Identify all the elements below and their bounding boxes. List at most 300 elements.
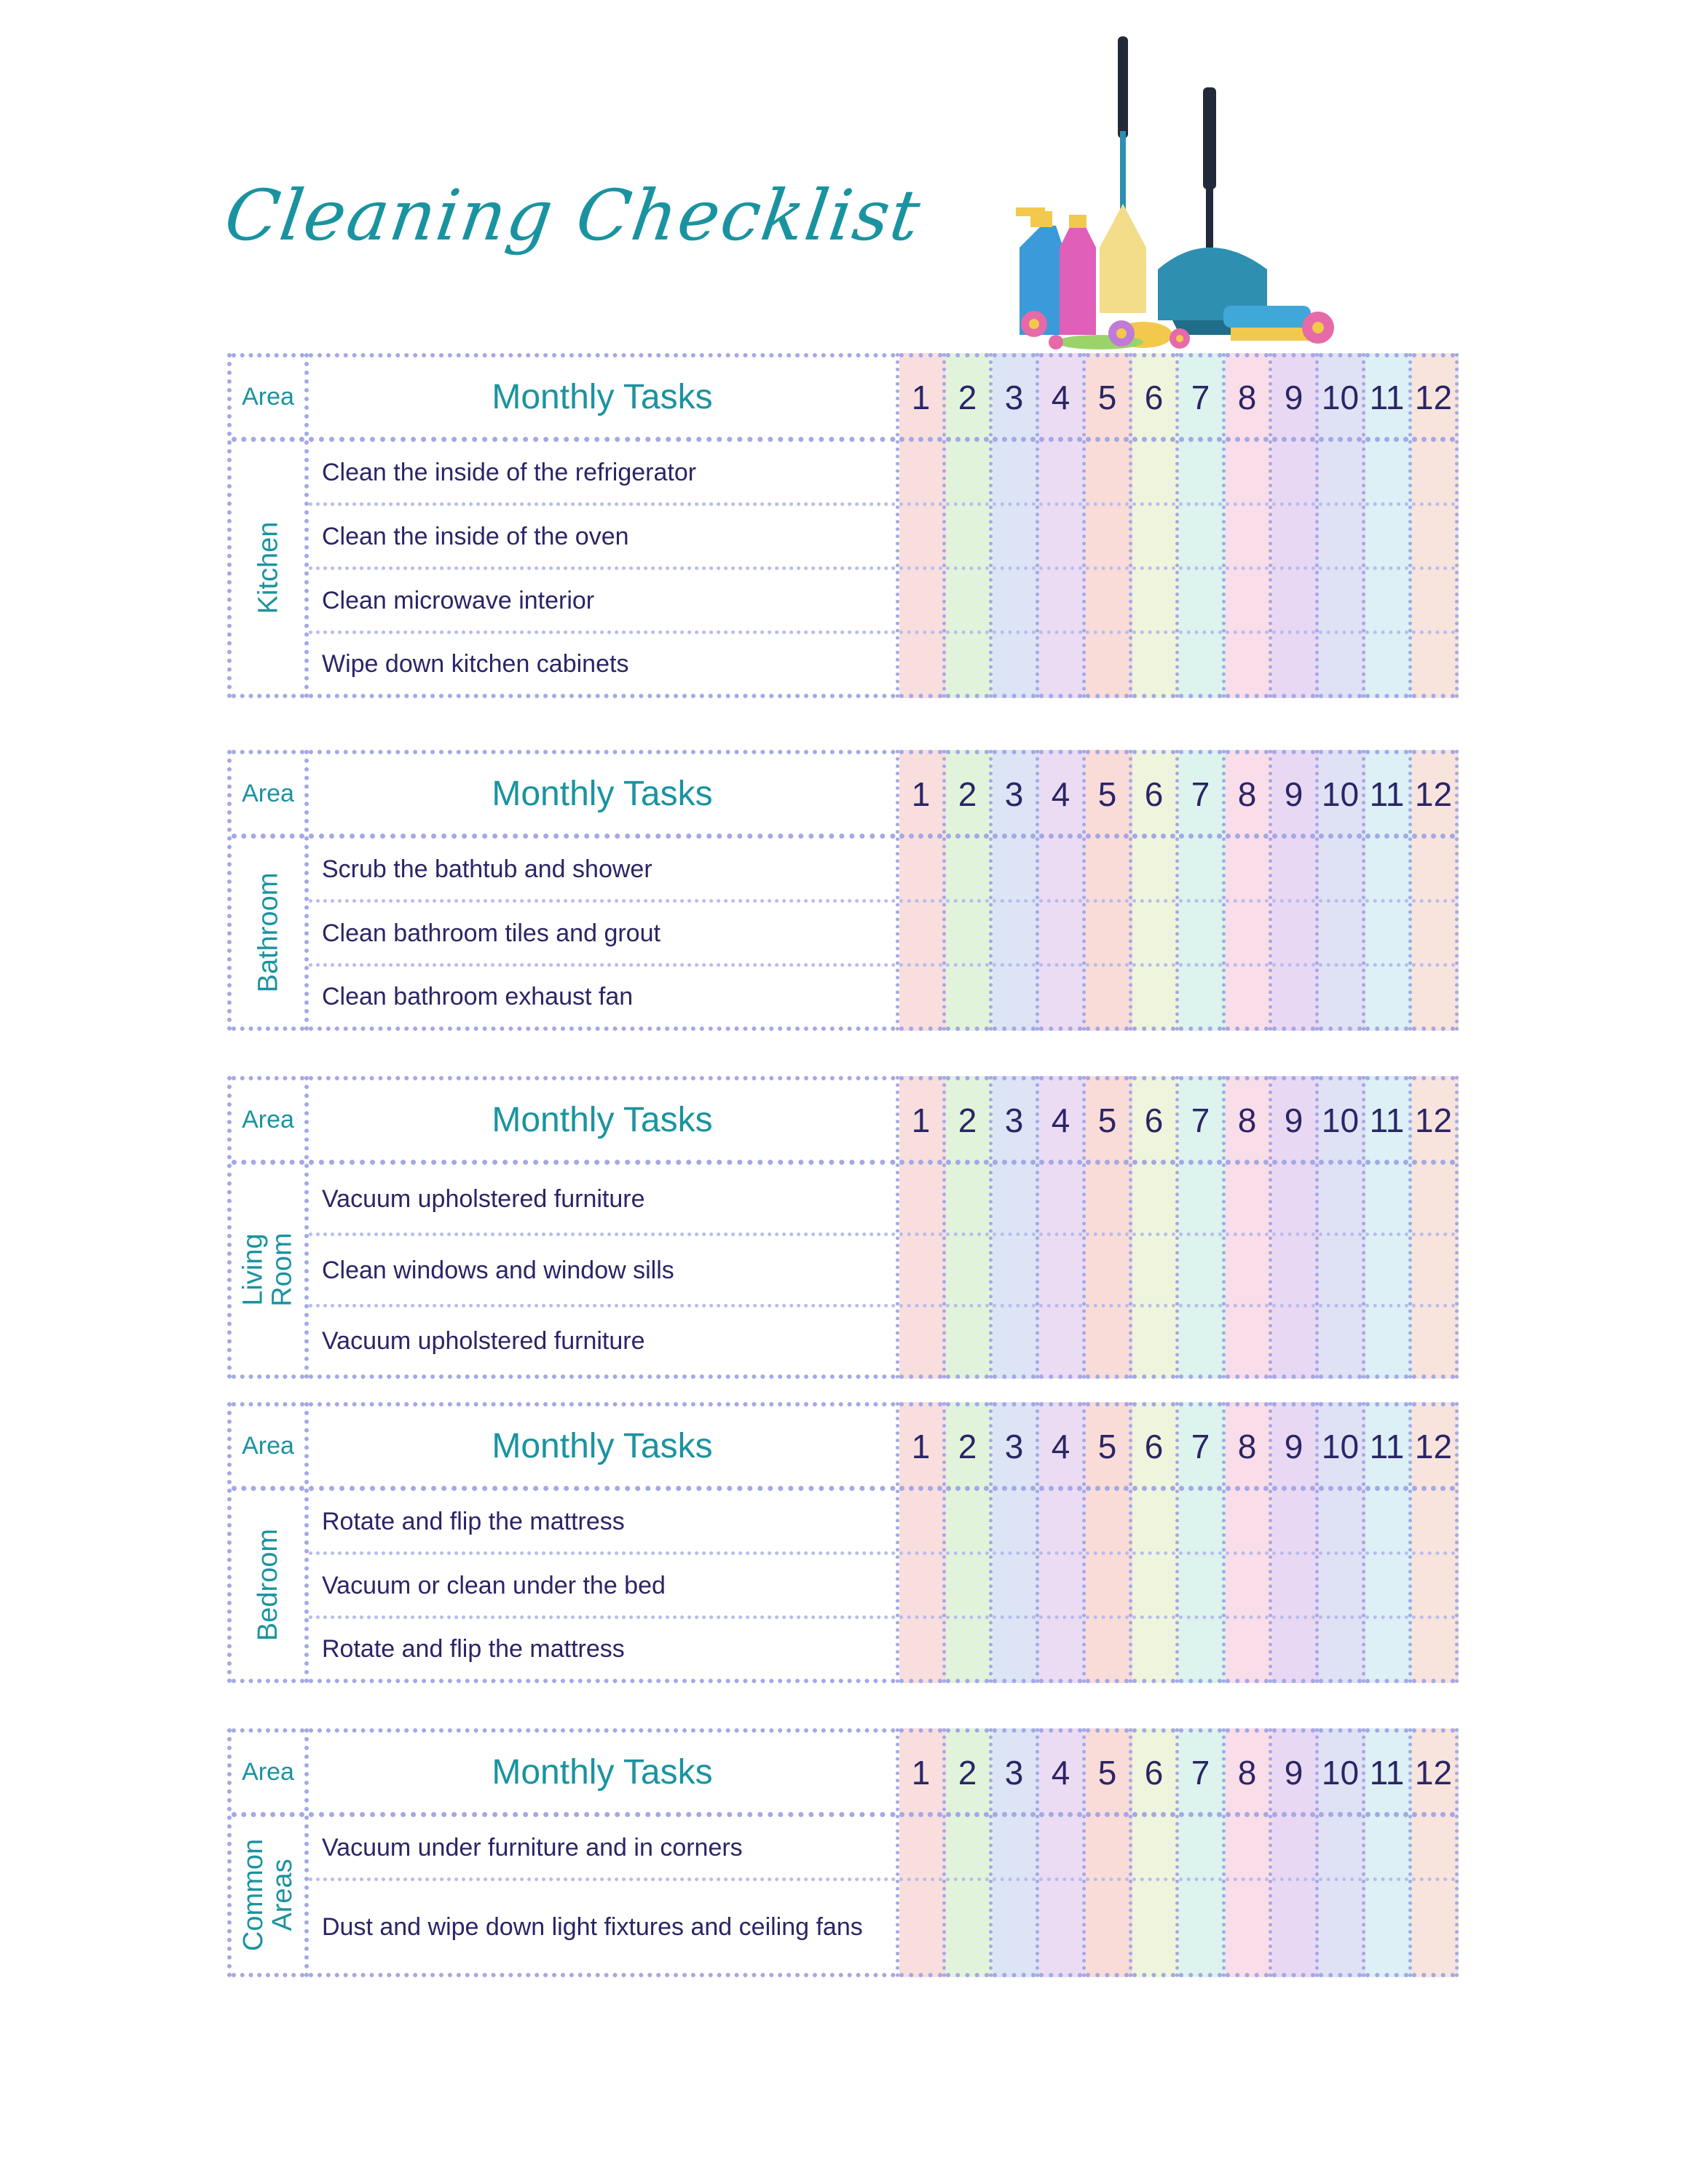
checkbox-cell[interactable] bbox=[1365, 1555, 1408, 1619]
month-number: 5 bbox=[1097, 1101, 1117, 1139]
month-column-4 bbox=[1039, 750, 1086, 1031]
checkbox-cell[interactable] bbox=[1132, 1817, 1175, 1881]
checkbox-cell[interactable] bbox=[1179, 1555, 1222, 1619]
checkbox-cell[interactable] bbox=[1132, 1491, 1175, 1555]
month-number: 11 bbox=[1369, 1753, 1405, 1792]
checkbox-cell[interactable] bbox=[1179, 634, 1222, 698]
month-number: 7 bbox=[1191, 378, 1210, 416]
month-column-7 bbox=[1179, 353, 1226, 698]
month-column-6 bbox=[1132, 1728, 1179, 1977]
checkbox-cell[interactable] bbox=[899, 1555, 942, 1619]
section-living-room bbox=[227, 1076, 1458, 1379]
checkbox-cell[interactable] bbox=[1412, 1881, 1455, 1977]
checkbox-cell[interactable] bbox=[993, 1236, 1036, 1307]
checkbox-cell[interactable] bbox=[1039, 1307, 1082, 1379]
month-number: 9 bbox=[1284, 775, 1304, 813]
month-column-12 bbox=[1412, 1402, 1459, 1683]
area-header-label: Area bbox=[242, 780, 294, 807]
checkbox-cell[interactable] bbox=[1086, 839, 1129, 903]
month-number: 10 bbox=[1321, 1753, 1360, 1792]
checkbox-cell[interactable] bbox=[993, 1555, 1036, 1619]
checkbox-cell[interactable] bbox=[899, 570, 942, 634]
task-label: Clean the inside of the oven bbox=[322, 522, 629, 550]
task-row bbox=[309, 1619, 896, 1683]
month-column-11 bbox=[1365, 1728, 1412, 1977]
month-column-6 bbox=[1132, 750, 1179, 1031]
month-number: 10 bbox=[1321, 378, 1360, 416]
month-number: 6 bbox=[1144, 775, 1164, 813]
checkbox-cell[interactable] bbox=[899, 1236, 942, 1307]
checkbox-cell[interactable] bbox=[1319, 1817, 1362, 1881]
checkbox-cell[interactable] bbox=[1039, 506, 1082, 570]
month-column-4 bbox=[1039, 1728, 1086, 1977]
month-number: 11 bbox=[1369, 378, 1405, 416]
checkbox-cell[interactable] bbox=[1086, 967, 1129, 1031]
month-column-5 bbox=[1086, 1728, 1132, 1977]
month-column-3 bbox=[993, 353, 1039, 698]
month-column-8 bbox=[1226, 1728, 1272, 1977]
checkbox-cell[interactable] bbox=[1039, 967, 1082, 1031]
checkbox-cell[interactable] bbox=[1365, 1491, 1408, 1555]
checkbox-cell[interactable] bbox=[1319, 1236, 1362, 1307]
area-column bbox=[227, 1402, 309, 1683]
checkbox-cell[interactable] bbox=[1365, 1307, 1408, 1379]
checkbox-cell[interactable] bbox=[1319, 967, 1362, 1031]
checkbox-cell[interactable] bbox=[1412, 1555, 1455, 1619]
month-column-10 bbox=[1319, 1728, 1365, 1977]
checkbox-cell[interactable] bbox=[1226, 1165, 1269, 1236]
checkbox-cell[interactable] bbox=[1412, 634, 1455, 698]
month-column-3 bbox=[993, 1076, 1039, 1379]
checkbox-cell[interactable] bbox=[1272, 1555, 1315, 1619]
checkbox-cell[interactable] bbox=[1365, 1881, 1408, 1977]
task-row bbox=[309, 570, 896, 634]
month-number: 2 bbox=[958, 378, 977, 416]
checkbox-cell[interactable] bbox=[1272, 1817, 1315, 1881]
section-kitchen bbox=[227, 353, 1458, 698]
checkbox-cell[interactable] bbox=[1132, 1881, 1175, 1977]
task-label: Clean microwave interior bbox=[322, 586, 595, 614]
checkbox-cell[interactable] bbox=[1132, 1236, 1175, 1307]
checkbox-cell[interactable] bbox=[1086, 634, 1129, 698]
checkbox-cell[interactable] bbox=[946, 570, 989, 634]
month-column-12 bbox=[1412, 1728, 1459, 1977]
checkbox-cell[interactable] bbox=[1272, 442, 1315, 506]
checkbox-cell[interactable] bbox=[1179, 839, 1222, 903]
checkbox-cell[interactable] bbox=[946, 903, 989, 967]
month-column-5 bbox=[1086, 1076, 1132, 1379]
checkbox-cell[interactable] bbox=[1412, 1307, 1455, 1379]
checkbox-cell[interactable] bbox=[1412, 1619, 1455, 1683]
checkbox-cell[interactable] bbox=[1086, 442, 1129, 506]
checkbox-cell[interactable] bbox=[1412, 1236, 1455, 1307]
checkbox-cell[interactable] bbox=[1365, 1619, 1408, 1683]
month-number: 9 bbox=[1284, 1427, 1304, 1465]
checkbox-cell[interactable] bbox=[1039, 442, 1082, 506]
checkbox-cell[interactable] bbox=[1365, 1236, 1408, 1307]
month-column-6 bbox=[1132, 1402, 1179, 1683]
month-column-1 bbox=[899, 1402, 946, 1683]
checkbox-cell[interactable] bbox=[1039, 1236, 1082, 1307]
checkbox-cell[interactable] bbox=[1226, 506, 1269, 570]
checkbox-cell[interactable] bbox=[1365, 1165, 1408, 1236]
months-grid bbox=[896, 1402, 1459, 1683]
month-column-4 bbox=[1039, 353, 1086, 698]
checkbox-cell[interactable] bbox=[1039, 634, 1082, 698]
checkbox-cell[interactable] bbox=[1086, 1881, 1129, 1977]
task-column bbox=[309, 750, 896, 1031]
checkbox-cell[interactable] bbox=[899, 1619, 942, 1683]
month-number: 4 bbox=[1051, 378, 1070, 416]
checkbox-cell[interactable] bbox=[1272, 634, 1315, 698]
checkbox-cell[interactable] bbox=[1039, 1165, 1082, 1236]
checkbox-cell[interactable] bbox=[993, 506, 1036, 570]
month-column-7 bbox=[1179, 1402, 1226, 1683]
month-number: 8 bbox=[1237, 1753, 1257, 1792]
checkbox-cell[interactable] bbox=[1365, 903, 1408, 967]
checkbox-cell[interactable] bbox=[1365, 506, 1408, 570]
task-label: Vacuum under furniture and in corners bbox=[322, 1833, 743, 1861]
task-label: Vacuum upholstered furniture bbox=[322, 1184, 645, 1213]
task-label: Clean bathroom tiles and grout bbox=[322, 919, 660, 947]
checkbox-cell[interactable] bbox=[1179, 1491, 1222, 1555]
month-column-1 bbox=[899, 353, 946, 698]
checkbox-cell[interactable] bbox=[899, 839, 942, 903]
month-number: 8 bbox=[1237, 1427, 1257, 1465]
checkbox-cell[interactable] bbox=[1412, 506, 1455, 570]
checkbox-cell[interactable] bbox=[1179, 442, 1222, 506]
checkbox-cell[interactable] bbox=[1179, 1165, 1222, 1236]
checkbox-cell[interactable] bbox=[1039, 1491, 1082, 1555]
area-column bbox=[227, 1076, 309, 1379]
checkbox-cell[interactable] bbox=[899, 1307, 942, 1379]
checkbox-cell[interactable] bbox=[993, 839, 1036, 903]
task-label: Wipe down kitchen cabinets bbox=[322, 650, 629, 678]
task-label: Dust and wipe down light fixtures and ceiling fans bbox=[322, 1913, 863, 1941]
checkbox-cell[interactable] bbox=[1179, 506, 1222, 570]
checkbox-cell[interactable] bbox=[946, 506, 989, 570]
checkbox-cell[interactable] bbox=[1319, 442, 1362, 506]
checkbox-cell[interactable] bbox=[1319, 1165, 1362, 1236]
checkbox-cell[interactable] bbox=[1226, 1236, 1269, 1307]
checkbox-cell[interactable] bbox=[1132, 903, 1175, 967]
checkbox-cell[interactable] bbox=[1086, 570, 1129, 634]
checkbox-cell[interactable] bbox=[1132, 839, 1175, 903]
task-row bbox=[309, 634, 896, 698]
month-number: 12 bbox=[1414, 1753, 1453, 1792]
month-number: 6 bbox=[1144, 1427, 1164, 1465]
checkbox-cell[interactable] bbox=[993, 1619, 1036, 1683]
checkbox-cell[interactable] bbox=[946, 839, 989, 903]
checkbox-cell[interactable] bbox=[1365, 634, 1408, 698]
area-column bbox=[227, 1728, 309, 1977]
month-column-9 bbox=[1272, 750, 1319, 1031]
task-row bbox=[309, 506, 896, 570]
month-number: 3 bbox=[1004, 1753, 1024, 1792]
checkbox-cell[interactable] bbox=[1272, 1236, 1315, 1307]
task-column bbox=[309, 1402, 896, 1683]
checkbox-cell[interactable] bbox=[946, 442, 989, 506]
checkbox-cell[interactable] bbox=[1365, 442, 1408, 506]
month-number: 4 bbox=[1051, 1101, 1070, 1139]
checkbox-cell[interactable] bbox=[946, 967, 989, 1031]
checkbox-cell[interactable] bbox=[1086, 1165, 1129, 1236]
checkbox-cell[interactable] bbox=[899, 506, 942, 570]
checkbox-cell[interactable] bbox=[1086, 1555, 1129, 1619]
month-column-10 bbox=[1319, 353, 1365, 698]
checkbox-cell[interactable] bbox=[899, 1491, 942, 1555]
checkbox-cell[interactable] bbox=[1132, 1619, 1175, 1683]
task-row bbox=[309, 1491, 896, 1555]
checkbox-cell[interactable] bbox=[1039, 1817, 1082, 1881]
checkbox-cell[interactable] bbox=[1226, 634, 1269, 698]
checkbox-cell[interactable] bbox=[899, 442, 942, 506]
checkbox-cell[interactable] bbox=[946, 634, 989, 698]
checkbox-cell[interactable] bbox=[899, 1817, 942, 1881]
checkbox-cell[interactable] bbox=[1226, 1619, 1269, 1683]
area-header-label: Area bbox=[242, 1432, 294, 1460]
checkbox-cell[interactable] bbox=[1272, 1307, 1315, 1379]
month-number: 1 bbox=[911, 1101, 931, 1139]
checkbox-cell[interactable] bbox=[1272, 903, 1315, 967]
month-column-10 bbox=[1319, 1402, 1365, 1683]
month-column-7 bbox=[1179, 1076, 1226, 1379]
task-row bbox=[309, 839, 896, 903]
month-column-6 bbox=[1132, 1076, 1179, 1379]
month-number: 3 bbox=[1004, 1427, 1024, 1465]
checkbox-cell[interactable] bbox=[1412, 967, 1455, 1031]
checkbox-cell[interactable] bbox=[1086, 1307, 1129, 1379]
month-column-3 bbox=[993, 750, 1039, 1031]
month-number: 3 bbox=[1004, 775, 1024, 813]
checkbox-cell[interactable] bbox=[1365, 839, 1408, 903]
checkbox-cell[interactable] bbox=[1039, 570, 1082, 634]
checkbox-cell[interactable] bbox=[1226, 1307, 1269, 1379]
checkbox-cell[interactable] bbox=[1086, 1619, 1129, 1683]
checkbox-cell[interactable] bbox=[1272, 1619, 1315, 1683]
checkbox-cell[interactable] bbox=[1412, 903, 1455, 967]
area-name: Bedroom bbox=[253, 1528, 284, 1642]
month-number: 4 bbox=[1051, 775, 1070, 813]
section-bathroom bbox=[227, 750, 1458, 1031]
checkbox-cell[interactable] bbox=[1365, 1817, 1408, 1881]
task-row bbox=[309, 1236, 896, 1307]
checkbox-cell[interactable] bbox=[1132, 570, 1175, 634]
area-name: Kitchen bbox=[253, 521, 283, 614]
checkbox-cell[interactable] bbox=[1179, 1307, 1222, 1379]
area-column bbox=[227, 353, 309, 698]
task-label: Vacuum upholstered furniture bbox=[322, 1327, 645, 1355]
checkbox-cell[interactable] bbox=[1132, 442, 1175, 506]
checkbox-cell[interactable] bbox=[1179, 1619, 1222, 1683]
checkbox-cell[interactable] bbox=[1086, 903, 1129, 967]
checkbox-cell[interactable] bbox=[1039, 1555, 1082, 1619]
checkbox-cell[interactable] bbox=[993, 1817, 1036, 1881]
checkbox-cell[interactable] bbox=[1319, 1555, 1362, 1619]
month-column-11 bbox=[1365, 353, 1412, 698]
checkbox-cell[interactable] bbox=[1319, 1491, 1362, 1555]
checkbox-cell[interactable] bbox=[1039, 839, 1082, 903]
month-number: 8 bbox=[1237, 378, 1257, 416]
checkbox-cell[interactable] bbox=[1132, 1165, 1175, 1236]
checkbox-cell[interactable] bbox=[1179, 967, 1222, 1031]
checkbox-cell[interactable] bbox=[1272, 506, 1315, 570]
month-number: 3 bbox=[1004, 378, 1024, 416]
months-grid bbox=[896, 353, 1459, 698]
task-row bbox=[309, 903, 896, 967]
checkbox-cell[interactable] bbox=[1272, 839, 1315, 903]
checkbox-cell[interactable] bbox=[1272, 1165, 1315, 1236]
task-row bbox=[309, 1307, 896, 1379]
checkbox-cell[interactable] bbox=[1319, 634, 1362, 698]
month-number: 1 bbox=[911, 1753, 931, 1792]
checkbox-cell[interactable] bbox=[1226, 903, 1269, 967]
month-column-4 bbox=[1039, 1076, 1086, 1379]
month-number: 1 bbox=[911, 378, 931, 416]
checkbox-cell[interactable] bbox=[1226, 1817, 1269, 1881]
checkbox-cell[interactable] bbox=[1319, 1881, 1362, 1977]
month-column-9 bbox=[1272, 1076, 1319, 1379]
checkbox-cell[interactable] bbox=[946, 1491, 989, 1555]
month-number: 12 bbox=[1414, 1427, 1453, 1465]
month-column-3 bbox=[993, 1728, 1039, 1977]
month-number: 2 bbox=[958, 1101, 977, 1139]
checkbox-cell[interactable] bbox=[1272, 570, 1315, 634]
checkbox-cell[interactable] bbox=[946, 1817, 989, 1881]
checkbox-cell[interactable] bbox=[1319, 903, 1362, 967]
month-number: 9 bbox=[1284, 1101, 1304, 1139]
checkbox-cell[interactable] bbox=[1086, 1491, 1129, 1555]
checkbox-cell[interactable] bbox=[993, 903, 1036, 967]
checkbox-cell[interactable] bbox=[1179, 903, 1222, 967]
checkbox-cell[interactable] bbox=[1179, 1236, 1222, 1307]
month-column-2 bbox=[946, 1728, 993, 1977]
month-column-6 bbox=[1132, 353, 1179, 698]
area-column bbox=[227, 750, 309, 1031]
month-number: 1 bbox=[911, 775, 931, 813]
checkbox-cell[interactable] bbox=[1272, 1491, 1315, 1555]
checkbox-cell[interactable] bbox=[993, 1881, 1036, 1977]
checkbox-cell[interactable] bbox=[1132, 506, 1175, 570]
checkbox-cell[interactable] bbox=[1226, 442, 1269, 506]
checkbox-cell[interactable] bbox=[1365, 570, 1408, 634]
checkbox-cell[interactable] bbox=[1412, 570, 1455, 634]
checkbox-cell[interactable] bbox=[993, 570, 1036, 634]
month-column-12 bbox=[1412, 1076, 1459, 1379]
checkbox-cell[interactable] bbox=[1226, 570, 1269, 634]
checkbox-cell[interactable] bbox=[1226, 1555, 1269, 1619]
month-number: 5 bbox=[1097, 1427, 1117, 1465]
checkbox-cell[interactable] bbox=[1226, 967, 1269, 1031]
checkbox-cell[interactable] bbox=[1086, 506, 1129, 570]
checkbox-cell[interactable] bbox=[1319, 1619, 1362, 1683]
month-column-2 bbox=[946, 353, 993, 698]
checkbox-cell[interactable] bbox=[1412, 1165, 1455, 1236]
checkbox-cell[interactable] bbox=[899, 634, 942, 698]
checkbox-cell[interactable] bbox=[1412, 442, 1455, 506]
checkbox-cell[interactable] bbox=[1039, 1619, 1082, 1683]
checkbox-cell[interactable] bbox=[1132, 1307, 1175, 1379]
checkbox-cell[interactable] bbox=[1132, 1555, 1175, 1619]
cleaning-supplies-icon bbox=[990, 29, 1340, 349]
month-column-2 bbox=[946, 1076, 993, 1379]
checkbox-cell[interactable] bbox=[1086, 1817, 1129, 1881]
checkbox-cell[interactable] bbox=[993, 634, 1036, 698]
tasks-header-label: Monthly Tasks bbox=[492, 775, 713, 813]
checkbox-cell[interactable] bbox=[1319, 506, 1362, 570]
checkbox-cell[interactable] bbox=[993, 1165, 1036, 1236]
area-header-label: Area bbox=[242, 1758, 294, 1786]
checkbox-cell[interactable] bbox=[1412, 1817, 1455, 1881]
checkbox-cell[interactable] bbox=[993, 1491, 1036, 1555]
month-number: 6 bbox=[1144, 1753, 1164, 1792]
checkbox-cell[interactable] bbox=[899, 903, 942, 967]
checkbox-cell[interactable] bbox=[1226, 1881, 1269, 1977]
checkbox-cell[interactable] bbox=[1272, 1881, 1315, 1977]
checkbox-cell[interactable] bbox=[1039, 1881, 1082, 1977]
month-column-1 bbox=[899, 1076, 946, 1379]
task-label: Rotate and flip the mattress bbox=[322, 1507, 625, 1535]
checkbox-cell[interactable] bbox=[1412, 1491, 1455, 1555]
checkbox-cell[interactable] bbox=[1132, 967, 1175, 1031]
checkbox-cell[interactable] bbox=[1365, 967, 1408, 1031]
checkbox-cell[interactable] bbox=[946, 1881, 989, 1977]
checkbox-cell[interactable] bbox=[1319, 1307, 1362, 1379]
task-column bbox=[309, 1076, 896, 1379]
area-header-label: Area bbox=[242, 383, 294, 411]
checkbox-cell[interactable] bbox=[946, 1236, 989, 1307]
month-number: 7 bbox=[1191, 1427, 1210, 1465]
checkbox-cell[interactable] bbox=[946, 1165, 989, 1236]
month-column-8 bbox=[1226, 353, 1272, 698]
month-column-10 bbox=[1319, 750, 1365, 1031]
checkbox-cell[interactable] bbox=[993, 442, 1036, 506]
checkbox-cell[interactable] bbox=[946, 1307, 989, 1379]
page-title: Cleaning Checklist bbox=[220, 175, 926, 256]
checkbox-cell[interactable] bbox=[1086, 1236, 1129, 1307]
checkbox-cell[interactable] bbox=[1226, 1491, 1269, 1555]
checkbox-cell[interactable] bbox=[1319, 570, 1362, 634]
checkbox-cell[interactable] bbox=[899, 1881, 942, 1977]
checkbox-cell[interactable] bbox=[1179, 570, 1222, 634]
checkbox-cell[interactable] bbox=[993, 967, 1036, 1031]
month-number: 10 bbox=[1321, 775, 1360, 813]
checkbox-cell[interactable] bbox=[1039, 903, 1082, 967]
task-label: Clean the inside of the refrigerator bbox=[322, 458, 697, 486]
checkbox-cell[interactable] bbox=[899, 1165, 942, 1236]
checkbox-cell[interactable] bbox=[899, 967, 942, 1031]
month-number: 6 bbox=[1144, 378, 1164, 416]
area-name: Bathroom bbox=[253, 872, 283, 993]
month-column-7 bbox=[1179, 750, 1226, 1031]
month-column-7 bbox=[1179, 1728, 1226, 1977]
checkbox-cell[interactable] bbox=[1179, 1817, 1222, 1881]
area-name: Living Room bbox=[238, 1233, 298, 1307]
checkbox-cell[interactable] bbox=[1132, 634, 1175, 698]
checkbox-cell[interactable] bbox=[993, 1307, 1036, 1379]
checkbox-cell[interactable] bbox=[1319, 839, 1362, 903]
month-column-11 bbox=[1365, 750, 1412, 1031]
checkbox-cell[interactable] bbox=[946, 1555, 989, 1619]
checkbox-cell[interactable] bbox=[946, 1619, 989, 1683]
tasks-header-label: Monthly Tasks bbox=[492, 1101, 713, 1139]
checkbox-cell[interactable] bbox=[1179, 1881, 1222, 1977]
task-row bbox=[309, 1881, 896, 1977]
checkbox-cell[interactable] bbox=[1412, 839, 1455, 903]
checkbox-cell[interactable] bbox=[1272, 967, 1315, 1031]
checkbox-cell[interactable] bbox=[1226, 839, 1269, 903]
tasks-header-label: Monthly Tasks bbox=[492, 1753, 713, 1792]
